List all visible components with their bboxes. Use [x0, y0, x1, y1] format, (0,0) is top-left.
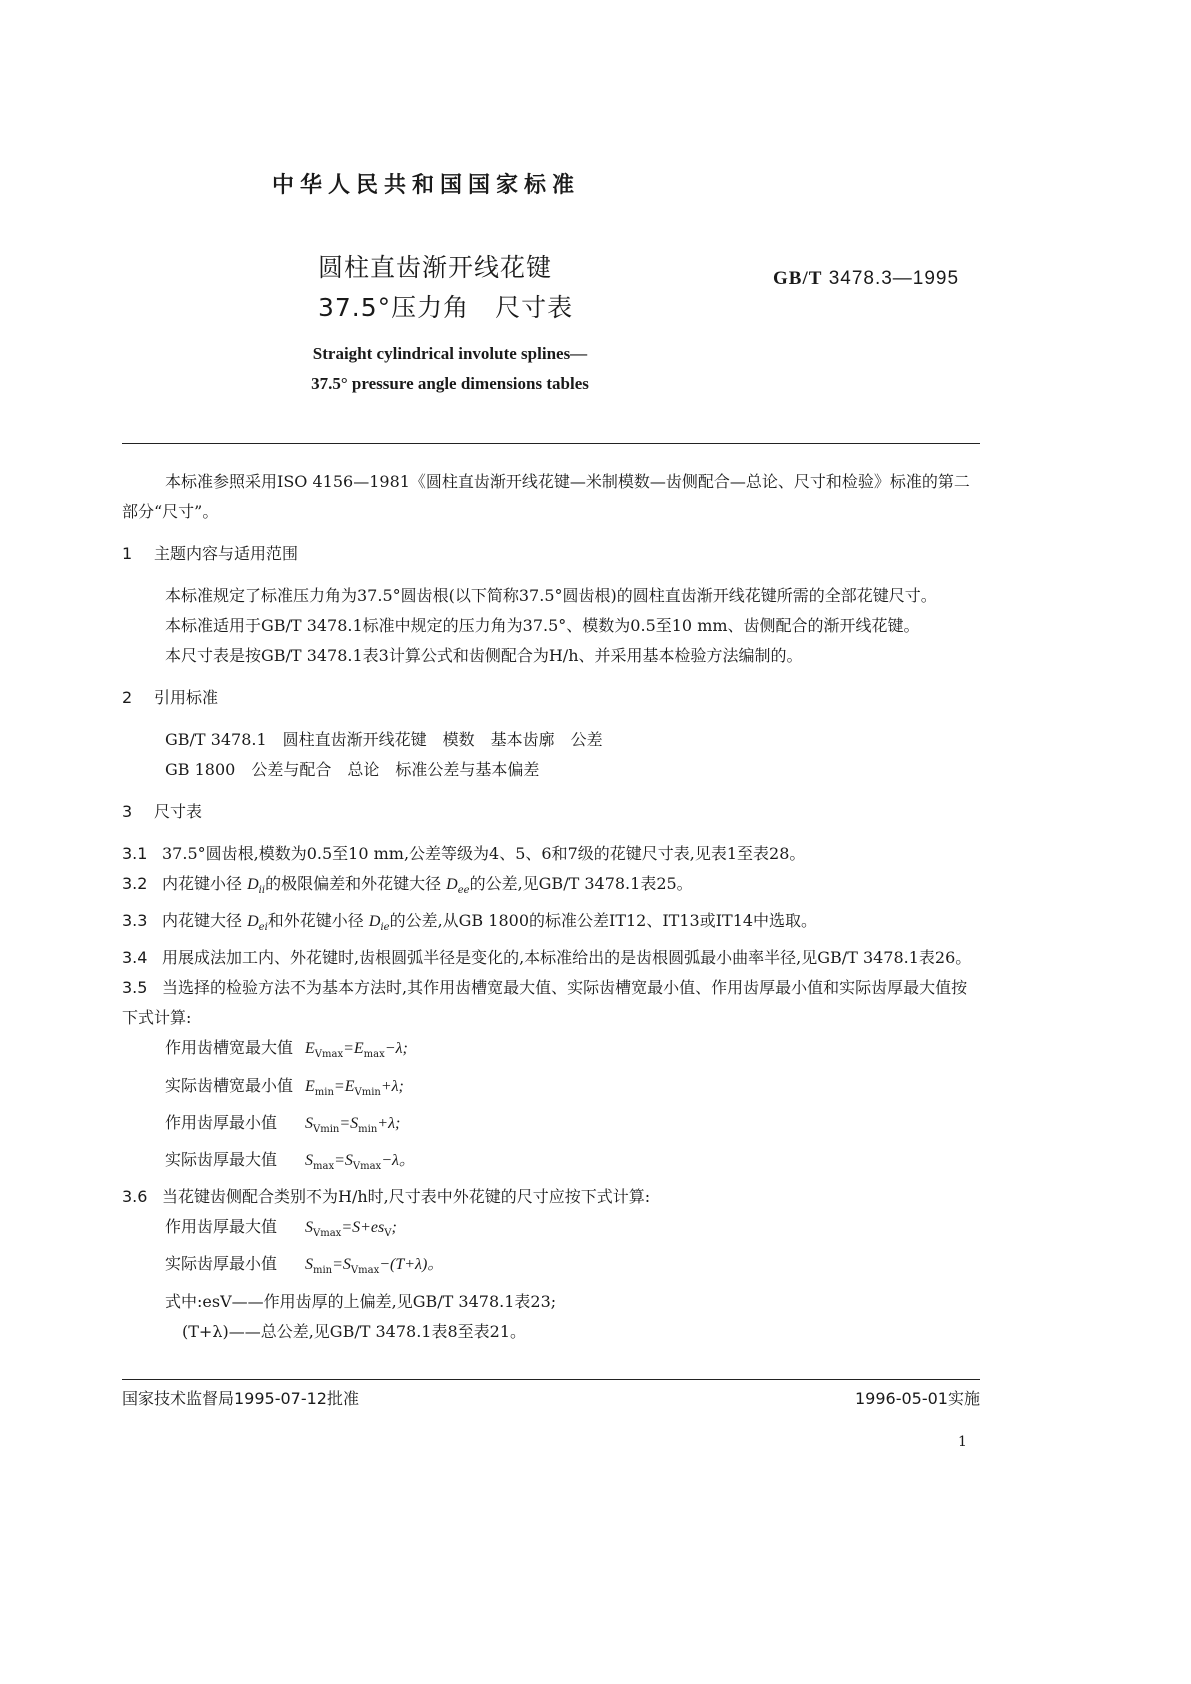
- standard-type: 中华人民共和国国家标准: [272, 173, 581, 198]
- symbol: D: [368, 913, 381, 931]
- formula-label: 实际齿槽宽最小值: [165, 1075, 294, 1095]
- title-en-line1: Straight cylindrical involute splines—: [312, 344, 588, 363]
- clause-text: 用展成法加工内、外花键时,齿根圆弧半径是变化的,本标准给出的是齿根圆弧最小曲率半径,见GB/T 3478.1表26。: [162, 948, 972, 968]
- formula-symbol: +λ;: [377, 1114, 401, 1132]
- formula-line: [122, 1108, 980, 1145]
- title-en-line2: 37.5° pressure angle dimensions tables: [311, 374, 589, 393]
- page-number: 1: [958, 1434, 967, 1450]
- clause-number: 3.1: [122, 844, 148, 863]
- clause-text: 37.5°圆齿根,模数为0.5至10 mm,公差等级为4、5、6和7级的花键尺寸表,见表1至表28。: [162, 844, 806, 863]
- clause-number: 3.4: [122, 948, 148, 968]
- section-number: 3: [122, 802, 133, 821]
- formula-line: [122, 1212, 980, 1249]
- code-number: 3478.3—1995: [828, 268, 960, 289]
- formula-symbol: E: [305, 1077, 315, 1095]
- formula-symbol: S: [305, 1219, 313, 1237]
- formula-subscript: Vmax: [313, 1228, 342, 1240]
- paragraph: 本标准适用于GB/T 3478.1标准中规定的压力角为37.5°、模数为0.5至10 mm、齿侧配合的渐开线花键。: [165, 616, 920, 635]
- section-title: 主题内容与适用范围: [154, 544, 299, 563]
- formula-line: [122, 1249, 980, 1286]
- clause-number: 3.2: [122, 874, 148, 893]
- formula-symbol: S: [305, 1114, 313, 1132]
- formula-line: [122, 1145, 980, 1182]
- formula-symbol: ;: [391, 1219, 397, 1237]
- formula-label: 作用齿厚最大值: [165, 1217, 278, 1237]
- clause-number: 3.3: [122, 911, 148, 931]
- clause-3-4: [122, 943, 980, 973]
- formula-label: 作用齿厚最小值: [165, 1112, 278, 1132]
- formula-subscript: V: [384, 1228, 392, 1240]
- subscript: ii: [258, 885, 266, 897]
- formula-symbol: S: [350, 1114, 359, 1132]
- symbol: D: [446, 876, 458, 893]
- section-1-heading: [122, 539, 980, 569]
- formula-symbol: =: [343, 1040, 354, 1058]
- section-title: 引用标准: [154, 688, 219, 707]
- title-cn-line2: 37.5°压力角 尺寸表: [318, 293, 574, 322]
- subscript: ie: [380, 922, 390, 934]
- formula-line: [122, 1071, 980, 1108]
- clause-3-3: [122, 906, 980, 943]
- clause-text: 当花键齿侧配合类别不为H/h时,尺寸表中外花键的尺寸应按下式计算:: [162, 1187, 651, 1207]
- section-number: 2: [122, 688, 133, 707]
- where-note-2: (T+λ)——总公差,见GB/T 3478.1表8至表21。: [182, 1321, 527, 1341]
- symbol: D: [247, 913, 259, 931]
- formula-symbol: S: [342, 1256, 351, 1274]
- formula-symbol: S: [344, 1151, 353, 1169]
- section-title: 尺寸表: [154, 802, 203, 821]
- subscript: ee: [457, 885, 470, 897]
- formula-symbol: −λ。: [381, 1151, 415, 1169]
- effective-date: 1996-05-01实施: [855, 1389, 980, 1408]
- text: 内花键大径: [162, 911, 248, 931]
- formula-line: [122, 1033, 980, 1070]
- formula-symbol: −(T+λ)。: [379, 1256, 444, 1274]
- formula-subscript: Vmax: [352, 1161, 382, 1173]
- formula-subscript: max: [313, 1161, 335, 1173]
- where-note-1: 式中:esV——作用齿厚的上偏差,见GB/T 3478.1表23;: [165, 1291, 557, 1311]
- formula-symbol: −λ;: [384, 1040, 408, 1058]
- text: 和外花键小径: [267, 911, 369, 931]
- formula-subscript: Vmax: [314, 1049, 344, 1061]
- formula-symbol: E: [353, 1040, 364, 1058]
- formula-symbol: E: [305, 1040, 315, 1058]
- formula-list-3-6: [122, 1212, 980, 1286]
- paragraph: 本标准规定了标准压力角为37.5°圆齿根(以下简称37.5°圆齿根)的圆柱直齿渐开线花键所需的全部花键尺寸。: [165, 586, 937, 605]
- paragraph: 本尺寸表是按GB/T 3478.1表3计算公式和齿侧配合为H/h、并采用基本检验方法编制的。: [165, 646, 803, 665]
- symbol: D: [247, 876, 259, 893]
- formula-symbol: +λ;: [380, 1077, 404, 1095]
- formula-subscript: min: [358, 1123, 378, 1135]
- text: 的公差,见GB/T 3478.1表25。: [469, 874, 693, 893]
- section-3-heading: [122, 797, 980, 827]
- footer: [122, 1386, 980, 1409]
- clause-number: 3.6: [122, 1187, 148, 1207]
- formula-symbol: =: [333, 1077, 345, 1095]
- formula-label: 作用齿槽宽最大值: [165, 1038, 294, 1058]
- text: 的极限偏差和外花键大径: [265, 874, 447, 893]
- formula-label: 实际齿厚最大值: [165, 1149, 278, 1169]
- formula-symbol: =: [334, 1151, 345, 1169]
- formula-symbol: S: [305, 1151, 313, 1169]
- standard-code: [773, 268, 959, 290]
- formula-subscript: Vmax: [350, 1265, 380, 1277]
- formula-symbol: =S+es: [341, 1219, 385, 1237]
- reference-item: GB 1800 公差与配合 总论 标准公差与基本偏差: [165, 760, 540, 779]
- approval-date: 国家技术监督局1995-07-12批准: [122, 1389, 359, 1408]
- formula-subscript: Vmin: [313, 1123, 340, 1135]
- formula-subscript: max: [363, 1049, 385, 1061]
- code-prefix: GB/T: [773, 268, 823, 289]
- clause-3-6: [122, 1182, 980, 1212]
- document-body: [122, 467, 980, 1347]
- footer-divider: [122, 1379, 980, 1380]
- clause-3-1: [122, 839, 980, 869]
- clause-3-5: [122, 973, 980, 1033]
- subscript: ei: [258, 922, 268, 934]
- formula-symbol: =: [339, 1114, 351, 1132]
- formula-label: 实际齿厚最小值: [165, 1254, 278, 1274]
- clause-text: [162, 869, 693, 906]
- formula-symbol: =: [332, 1256, 343, 1274]
- formula-symbol: S: [305, 1256, 313, 1274]
- formula-symbol: E: [344, 1077, 355, 1095]
- clause-number: 3.5: [122, 978, 148, 998]
- text: 的公差,从GB 1800的标准公差IT12、IT13或IT14中选取。: [389, 911, 818, 931]
- title-cn-line1: 圆柱直齿渐开线花键: [318, 253, 553, 282]
- header-divider: [122, 443, 980, 444]
- clause-3-2: [122, 869, 980, 906]
- reference-item: GB/T 3478.1 圆柱直齿渐开线花键 模数 基本齿廓 公差: [165, 730, 603, 749]
- text: 内花键小径: [162, 874, 248, 893]
- section-number: 1: [122, 544, 133, 563]
- formula-subscript: min: [314, 1086, 334, 1098]
- formula-subscript: min: [313, 1265, 333, 1277]
- section-2-heading: [122, 683, 980, 713]
- intro-paragraph: 本标准参照采用ISO 4156—1981《圆柱直齿渐开线花键—米制模数—齿侧配合—总论、尺寸和检验》标准的第二部分“尺寸”。: [122, 472, 970, 521]
- clause-text: 当选择的检验方法不为基本方法时,其作用齿槽宽最大值、实际齿槽宽最小值、作用齿厚最小值和实际齿厚最大值按下式计算:: [122, 978, 968, 1028]
- clause-text: [162, 906, 817, 943]
- formula-list-3-5: [122, 1033, 980, 1182]
- formula-subscript: Vmin: [354, 1086, 381, 1098]
